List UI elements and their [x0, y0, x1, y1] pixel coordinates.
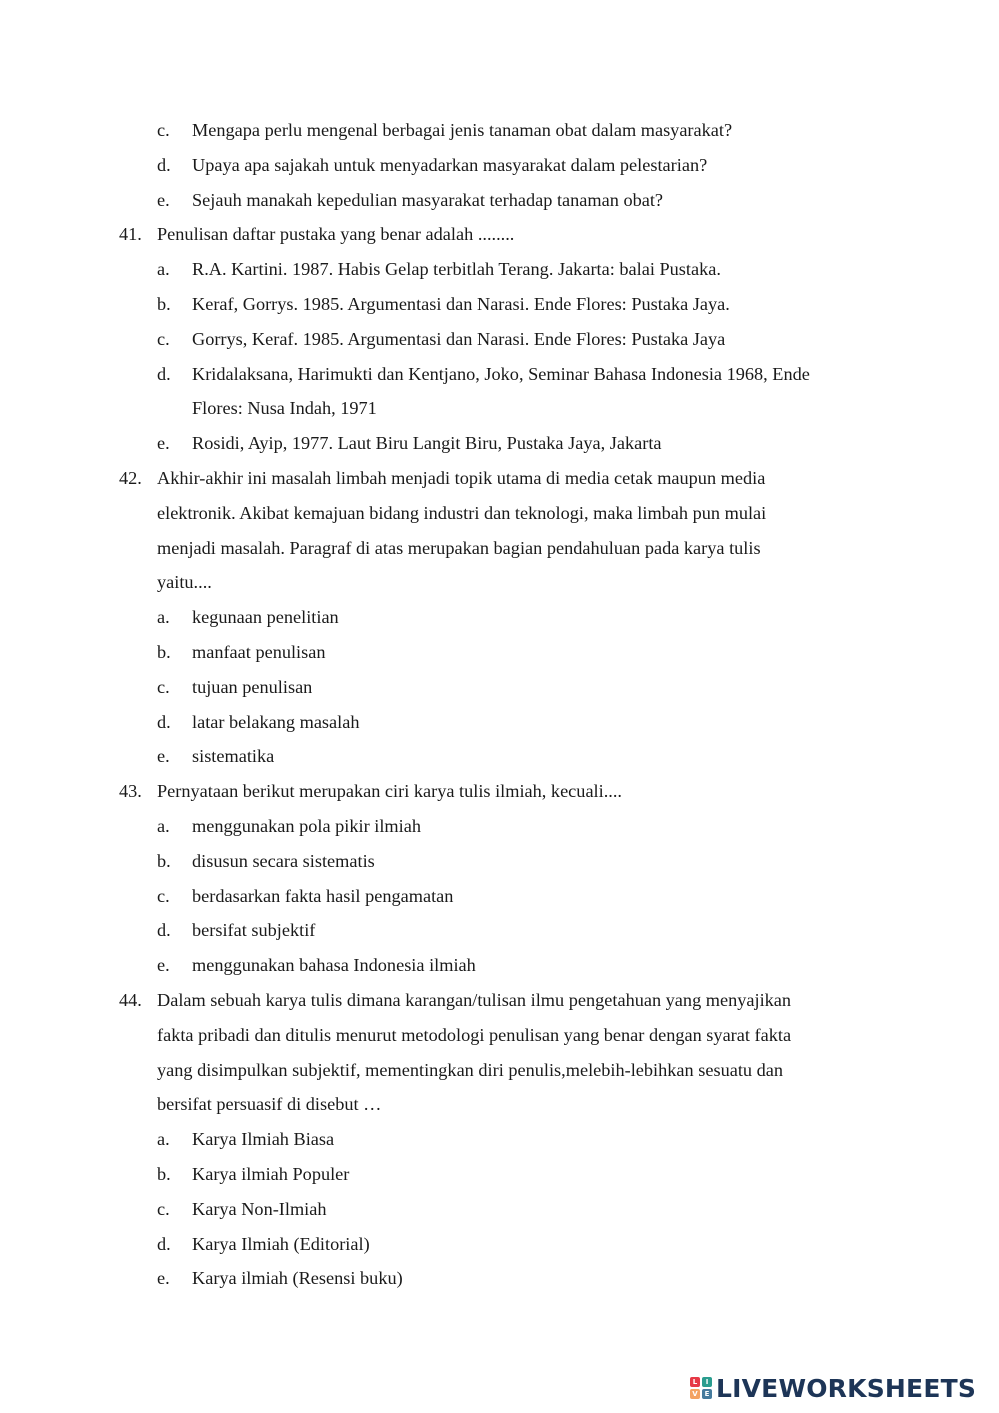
question-line — [0, 461, 999, 496]
option-letter: b. — [157, 850, 171, 871]
option-line — [0, 252, 999, 287]
question-line — [0, 1018, 999, 1053]
worksheet-page — [0, 113, 999, 1296]
question-number: 41. — [119, 224, 142, 245]
option-line — [0, 1227, 999, 1262]
option-letter: d. — [157, 363, 171, 384]
option-letter: e. — [157, 1268, 170, 1289]
option-line — [0, 600, 999, 635]
option-letter: a. — [157, 607, 170, 628]
option-line — [0, 391, 999, 426]
option-text: tujuan penulisan — [192, 676, 313, 697]
question-text: menjadi masalah. Paragraf di atas merupakan bagian pendahuluan pada karya tulis — [157, 537, 761, 558]
question-text: bersifat persuasif di disebut … — [157, 1094, 382, 1115]
liveworksheets-footer[interactable] — [690, 1373, 976, 1403]
option-line — [0, 148, 999, 183]
brand-name[interactable]: LIVEWORKSHEETS — [716, 1373, 977, 1403]
option-text: berdasarkan fakta hasil pengamatan — [192, 885, 454, 906]
option-text: sistematika — [192, 746, 275, 767]
option-letter: e. — [157, 189, 170, 210]
option-letter: d. — [157, 711, 171, 732]
question-line — [0, 1053, 999, 1088]
option-line — [0, 705, 999, 740]
option-line — [0, 1157, 999, 1192]
question-text: Dalam sebuah karya tulis dimana karangan/tulisan ilmu pengetahuan yang menyajikan — [157, 989, 792, 1010]
option-text: R.A. Kartini. 1987. Habis Gelap terbitlah Terang. Jakarta: balai Pustaka. — [192, 259, 721, 280]
option-line — [0, 357, 999, 392]
option-line — [0, 1122, 999, 1157]
logo-cell: L — [690, 1377, 700, 1387]
question-line — [0, 531, 999, 566]
option-text: Karya Ilmiah (Editorial) — [192, 1233, 370, 1254]
option-text: Kridalaksana, Harimukti dan Kentjano, Joko, Seminar Bahasa Indonesia 1968, Ende — [192, 363, 810, 384]
option-text: Gorrys, Keraf. 1985. Argumentasi dan Narasi. Ende Flores: Pustaka Jaya — [192, 328, 726, 349]
liveworksheets-logo-icon — [690, 1377, 712, 1399]
option-letter: a. — [157, 1129, 170, 1150]
option-line — [0, 635, 999, 670]
logo-cell: E — [702, 1389, 712, 1399]
option-line — [0, 844, 999, 879]
question-number: 44. — [119, 989, 142, 1010]
option-text: Upaya apa sajakah untuk menyadarkan masyarakat dalam pelestarian? — [192, 154, 708, 175]
option-text: Karya Non-Ilmiah — [192, 1198, 327, 1219]
question-text: elektronik. Akibat kemajuan bidang industri dan teknologi, maka limbah pun mulai — [157, 502, 767, 523]
option-letter: e. — [157, 746, 170, 767]
option-line — [0, 948, 999, 983]
question-text: yang disimpulkan subjektif, mementingkan diri penulis,melebih-lebihkan sesuatu dan — [157, 1059, 784, 1080]
question-text: Akhir-akhir ini masalah limbah menjadi topik utama di media cetak maupun media — [157, 467, 766, 488]
option-line — [0, 670, 999, 705]
question-text: Pernyataan berikut merupakan ciri karya tulis ilmiah, kecuali.... — [157, 781, 622, 802]
option-text: Sejauh manakah kepedulian masyarakat terhadap tanaman obat? — [192, 189, 664, 210]
option-letter: e. — [157, 433, 170, 454]
question-line — [0, 217, 999, 252]
option-line — [0, 913, 999, 948]
question-text: fakta pribadi dan ditulis menurut metodologi penulisan yang benar dengan syarat fakta — [157, 1024, 792, 1045]
option-letter: d. — [157, 154, 171, 175]
option-letter: d. — [157, 1233, 171, 1254]
option-letter: c. — [157, 676, 170, 697]
question-text: Penulisan daftar pustaka yang benar adalah ........ — [157, 224, 515, 245]
option-text: Karya Ilmiah Biasa — [192, 1129, 335, 1150]
question-line — [0, 565, 999, 600]
option-line — [0, 1261, 999, 1296]
question-text: yaitu.... — [157, 572, 212, 593]
option-line — [0, 287, 999, 322]
option-line — [0, 809, 999, 844]
option-text: Mengapa perlu mengenal berbagai jenis tanaman obat dalam masyarakat? — [192, 120, 733, 140]
option-letter: e. — [157, 955, 170, 976]
option-text: menggunakan bahasa Indonesia ilmiah — [192, 955, 476, 976]
option-text: Flores: Nusa Indah, 1971 — [192, 398, 377, 419]
option-letter: c. — [157, 885, 170, 906]
option-letter: b. — [157, 1163, 171, 1184]
option-text: latar belakang masalah — [192, 711, 360, 732]
question-list — [0, 113, 999, 1296]
logo-cell: I — [702, 1377, 712, 1387]
option-line — [0, 426, 999, 461]
option-letter: c. — [157, 120, 170, 140]
question-line — [0, 1087, 999, 1122]
option-text: Karya ilmiah Populer — [192, 1163, 350, 1184]
question-line — [0, 496, 999, 531]
option-letter: b. — [157, 293, 171, 314]
question-line — [0, 983, 999, 1018]
option-text: Keraf, Gorrys. 1985. Argumentasi dan Narasi. Ende Flores: Pustaka Jaya. — [192, 293, 730, 314]
question-number: 42. — [119, 467, 142, 488]
option-letter: b. — [157, 641, 171, 662]
option-text: kegunaan penelitian — [192, 607, 339, 628]
option-letter: d. — [157, 920, 171, 941]
option-letter: a. — [157, 815, 170, 836]
option-letter: c. — [157, 328, 170, 349]
logo-cell: V — [690, 1389, 700, 1399]
option-text: Karya ilmiah (Resensi buku) — [192, 1268, 403, 1289]
option-line — [0, 322, 999, 357]
option-text: bersifat subjektif — [192, 920, 316, 941]
question-number: 43. — [119, 781, 142, 802]
option-line — [0, 183, 999, 218]
option-line — [0, 879, 999, 914]
question-line — [0, 774, 999, 809]
option-line — [0, 113, 999, 148]
option-letter: c. — [157, 1198, 170, 1219]
option-text: disusun secara sistematis — [192, 850, 375, 871]
option-text: manfaat penulisan — [192, 641, 326, 662]
option-line — [0, 739, 999, 774]
option-letter: a. — [157, 259, 170, 280]
option-line — [0, 1192, 999, 1227]
option-text: Rosidi, Ayip, 1977. Laut Biru Langit Biru, Pustaka Jaya, Jakarta — [192, 433, 662, 454]
option-text: menggunakan pola pikir ilmiah — [192, 815, 421, 836]
